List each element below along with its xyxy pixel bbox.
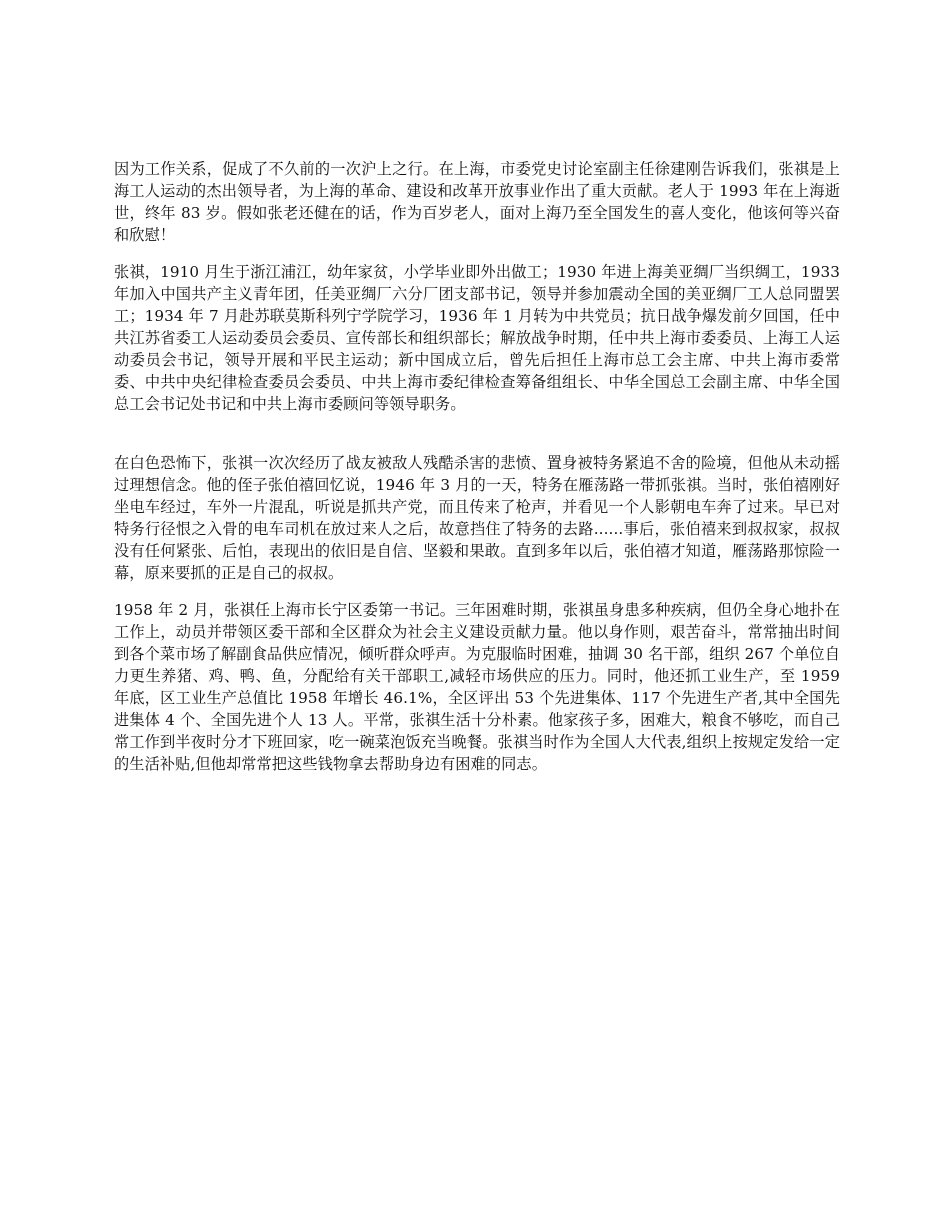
- paragraph-biography: 张祺，1910 月生于浙江浦江，幼年家贫，小学毕业即外出做工；1930 年进上海美亚绸厂当织绸工，1933 年加入中国共产主义青年团，任美亚绸厂六分厂团支部书记，领导并参加震动全国的美亚绸厂工人总同盟罢工；1934 年 7 月赴苏联莫斯科列宁学院学习，1936 年 1 月转为中共党员；抗日战争爆发前夕回国，任中共江苏省委工人运动委员会委员、宣传部长和组织部长；解放战争时期，任中共上海市委委员、上海工人运动委员会书记，领导开展和平民主运动；新中国成立后，曾先后担任上海市总工会主席、中共上海市委常委、中共中央纪律检查委员会委员、中共上海市委纪律检查筹备组组长、中华全国总工会副主席、中华全国总工会书记处书记和中共上海市委顾问等领导职务。: [114, 263, 840, 413]
- paragraph-changning-district: 1958 年 2 月，张祺任上海市长宁区委第一书记。三年困难时期，张祺虽身患多种疾病，但仍全身心地扑在工作上，动员并带领区委干部和全区群众为社会主义建设贡献力量。他以身作则，艰苦奋斗，常常抽出时间到各个菜市场了解副食品供应情况，倾听群众呼声。为克服临时困难，抽调 30 名干部，组织 267 个单位自力更生养猪、鸡、鸭、鱼，分配给有关干部职工,减轻市场供应的压力。同时，他还抓工业生产，至 1959 年底，区工业生产总值比 1958 年增长 46.1%，全区评出 53 个先进集体、117 个先进生产者,其中全国先进集体 4 个、全国先进个人 13 人。平常，张祺生活十分朴素。他家孩子多，困难大，粮食不够吃，而自己常工作到半夜时分才下班回家，吃一碗菜泡饭充当晚餐。张祺当时作为全国人大代表,组织上按规定发给一定的生活补贴,但他却常常把这些钱物拿去帮助身边有困难的同志。: [114, 601, 840, 773]
- paragraph-white-terror: 在白色恐怖下，张祺一次次经历了战友被敌人残酷杀害的悲愤、置身被特务紧追不舍的险境，但他从未动摇过理想信念。他的侄子张伯禧回忆说，1946 年 3 月的一天，特务在雁荡路一带抓张祺。当时，张伯禧刚好坐电车经过，车外一片混乱，听说是抓共产党，而且传来了枪声，并看见一个人影朝电车奔了过来。早已对特务行径恨之入骨的电车司机在放过来人之后，故意挡住了特务的去路......事后，张伯禧来到叔叔家，叔叔没有任何紧张、后怕，表现出的依旧是自信、坚毅和果敢。直到多年以后，张伯禧才知道，雁荡路那惊险一幕，原来要抓的正是自己的叔叔。: [114, 454, 840, 582]
- paragraph-trip-intro: 因为工作关系，促成了不久前的一次沪上之行。在上海，市委党史讨论室副主任徐建刚告诉我们，张祺是上海工人运动的杰出领导者，为上海的革命、建设和改革开放事业作出了重大贡献。老人于 1993 年在上海逝世，终年 83 岁。假如张老还健在的话，作为百岁老人，面对上海乃至全国发生的喜人变化，他该何等兴奋和欣慰！: [114, 160, 840, 244]
- document-body: [114, 158, 840, 790]
